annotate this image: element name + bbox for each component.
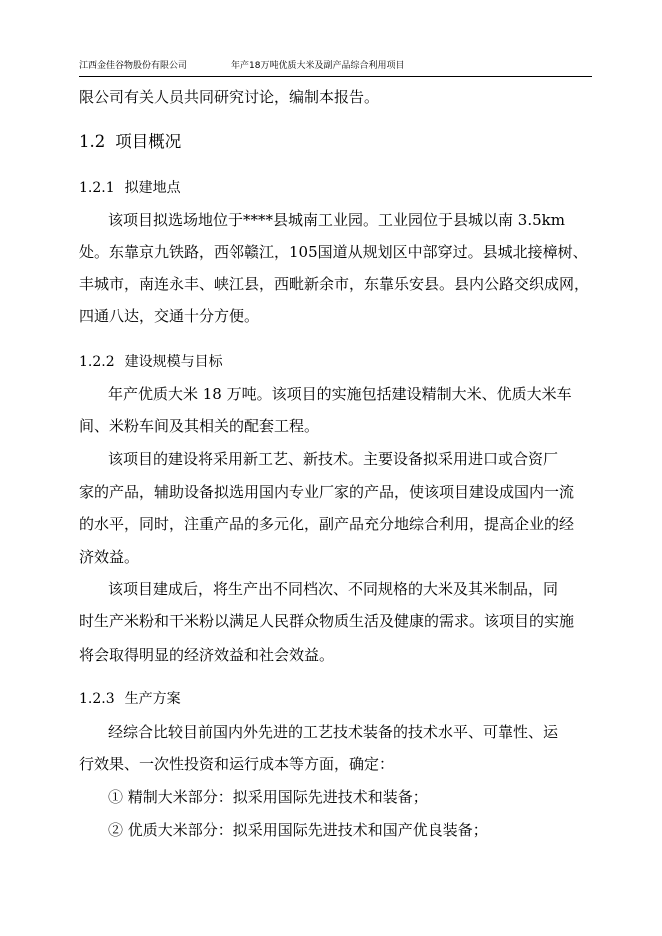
section-number: 1.2.1 xyxy=(79,180,115,196)
section-heading-1-2-2 xyxy=(79,352,223,372)
paragraph-line: 四通八达，交通十分方便。 xyxy=(79,307,260,325)
paragraph-line: 丰城市，南连永丰、峡江县，西毗新余市，东靠乐安县。县内公路交织成网， xyxy=(79,275,590,293)
paragraph-line: 间、米粉车间及其相关的配套工程。 xyxy=(79,417,320,435)
paragraph-line: 时生产米粉和干米粉以满足人民群众物质生活及健康的需求。该项目的实施 xyxy=(79,612,575,630)
paragraph-line: 家的产品，辅助设备拟选用国内专业厂家的产品，使该项目建设成国内一流 xyxy=(79,483,575,501)
paragraph-line: 济效益。 xyxy=(79,548,140,566)
header-divider xyxy=(79,76,592,77)
list-item: ② 优质大米部分：拟采用国际先进技术和国产优良装备； xyxy=(108,821,488,839)
paragraph-line: 该项目的建设将采用新工艺、新技术。主要设备拟采用进口或合资厂 xyxy=(108,450,559,468)
paragraph-line: 该项目拟选场地位于****县城南工业园。工业园位于县城以南 3.5km xyxy=(108,211,565,229)
header-company: 江西金佳谷物股份有限公司 xyxy=(79,61,188,71)
section-heading-1-2-3 xyxy=(79,689,181,709)
paragraph-line: 将会取得明显的经济效益和社会效益。 xyxy=(79,646,335,664)
page-header xyxy=(79,56,591,72)
header-project-title: 年产18万吨优质大米及副产品综合利用项目 xyxy=(231,61,405,71)
paragraph-line: 经综合比较目前国内外先进的工艺技术装备的技术水平、可靠性、运 xyxy=(108,723,559,741)
paragraph-line: 行效果、一次性投资和运行成本等方面，确定： xyxy=(79,755,395,773)
list-item: ① 精制大米部分：拟采用国际先进技术和装备； xyxy=(108,788,428,806)
section-title: 建设规模与目标 xyxy=(124,354,223,370)
body-line: 限公司有关人员共同研究讨论，编制本报告。 xyxy=(79,88,380,106)
paragraph-line: 该项目建成后，将生产出不同档次、不同规格的大米及其米制品，同 xyxy=(108,580,559,598)
section-number: 1.2.2 xyxy=(79,354,115,370)
section-heading-1-2-1 xyxy=(79,178,181,198)
paragraph-line: 的水平，同时，注重产品的多元化，副产品充分地综合利用，提高企业的经 xyxy=(79,515,575,533)
section-title: 生产方案 xyxy=(124,691,181,707)
section-title: 拟建地点 xyxy=(124,180,181,196)
paragraph-line: 年产优质大米 18 万吨。该项目的实施包括建设精制大米、优质大米车 xyxy=(108,385,572,403)
section-heading-1-2 xyxy=(79,132,181,152)
section-number: 1.2.3 xyxy=(79,691,115,707)
section-title: 项目概况 xyxy=(115,132,182,151)
paragraph-line: 处。东靠京九铁路，西邻赣江，105国道从规划区中部穿过。县城北接樟树、 xyxy=(79,243,588,261)
section-number: 1.2 xyxy=(79,132,106,151)
